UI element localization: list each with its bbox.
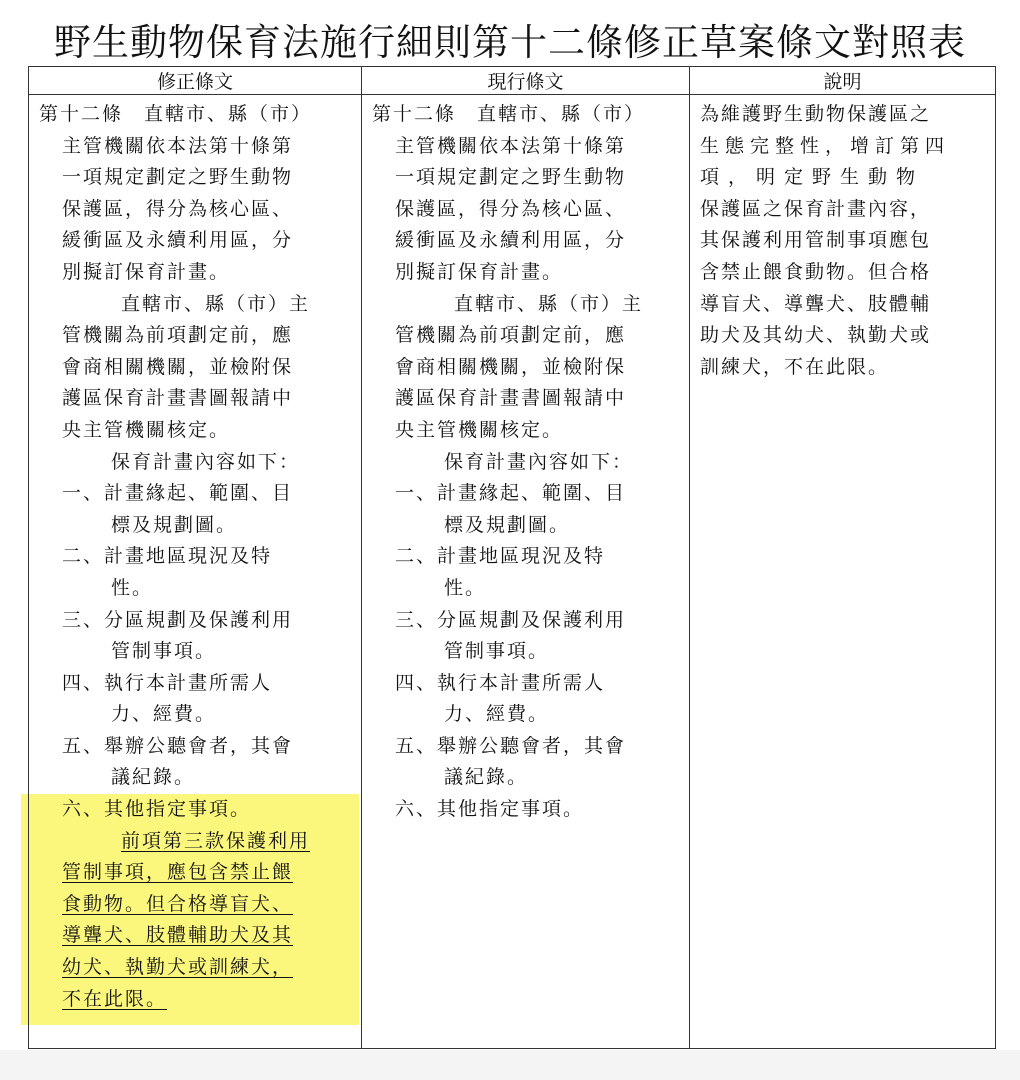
- amended-column: [29, 95, 362, 1049]
- explanation-line: 含禁止餵食動物。但合格: [700, 260, 932, 283]
- current-line: 標及規劃圖。: [444, 513, 571, 536]
- current-line: 六、其他指定事項。: [395, 798, 585, 821]
- page-bottom-edge: [0, 1050, 1020, 1080]
- current-line: 管機關為前項劃定前，應: [395, 324, 627, 347]
- explanation-line: 保護區之保育計畫內容，: [700, 197, 932, 220]
- amended-line: 管機關為前項劃定前，應: [62, 324, 294, 347]
- current-line: 主管機關依本法第十條第: [395, 134, 627, 157]
- amended-line: 緩衝區及永續利用區，分: [62, 229, 294, 252]
- current-line: 保護區，得分為核心區、: [395, 197, 627, 220]
- amended-line: 一項規定劃定之野生動物: [62, 166, 294, 189]
- header-current: 現行條文: [362, 67, 690, 95]
- amended-line: 四、執行本計畫所需人: [62, 671, 273, 694]
- header-amended: 修正條文: [29, 67, 362, 95]
- page-title: 野生動物保育法施行細則第十二條修正草案條文對照表: [54, 21, 966, 64]
- current-line: 會商相關機關，並檢附保: [395, 355, 627, 378]
- header-row: [29, 67, 996, 95]
- amended-line: 直轄市、縣（市）主: [121, 292, 311, 315]
- current-line: 別擬訂保育計畫。: [395, 260, 564, 283]
- amended-line: 三、分區規劃及保護利用: [62, 608, 294, 631]
- explanation-line: 項，明定野生動物: [700, 166, 925, 189]
- amended-line: 別擬訂保育計畫。: [62, 260, 231, 283]
- amended-line: 會商相關機關，並檢附保: [62, 355, 294, 378]
- highlighted-amendment: [21, 794, 359, 1025]
- current-line: 二、計畫地區現況及特: [395, 545, 606, 568]
- amended-line: 標及規劃圖。: [111, 513, 238, 536]
- amended-line: 一、計畫緣起、範圍、目: [62, 482, 294, 505]
- explanation-line: 為維護野生動物保護區之: [700, 103, 932, 125]
- amended-new-text: 不在此限。: [62, 987, 168, 1010]
- current-line: 一、計畫緣起、範圍、目: [395, 482, 627, 505]
- amended-line: 議紀錄。: [111, 766, 196, 789]
- amended-line: 六、其他指定事項。: [62, 798, 252, 821]
- explanation-line: 訓練犬，不在此限。: [700, 355, 890, 378]
- current-line: 緩衝區及永續利用區，分: [395, 229, 627, 252]
- amended-line: 護區保育計畫書圖報請中: [62, 387, 294, 410]
- current-line: 管制事項。: [444, 640, 550, 663]
- header-explanation: 說明: [690, 67, 996, 95]
- amended-new-text: 管制事項，應包含禁止餵: [62, 861, 294, 884]
- amended-line: 主管機關依本法第十條第: [62, 134, 294, 157]
- amended-line: 央主管機關核定。: [62, 418, 231, 441]
- amended-new-text: 食動物。但合格導盲犬、: [62, 892, 294, 915]
- amended-line: 性。: [111, 576, 154, 599]
- explanation-line: 其保護利用管制事項應包: [700, 229, 932, 252]
- explanation-line: 助犬及其幼犬、執勤犬或: [700, 324, 932, 347]
- explanation-line: 生態完整性，增訂第四: [700, 134, 951, 157]
- amended-new-text: 幼犬、執勤犬或訓練犬，: [62, 956, 294, 979]
- amended-line: 第十二條 直轄市、縣（市）: [39, 103, 313, 125]
- current-line: 三、分區規劃及保護利用: [395, 608, 627, 631]
- amended-line: 保育計畫內容如下：: [111, 450, 301, 473]
- amended-line: 管制事項。: [111, 640, 217, 663]
- current-line: 力、經費。: [444, 703, 550, 726]
- current-line: 性。: [444, 576, 487, 599]
- amended-line: 二、計畫地區現況及特: [62, 545, 273, 568]
- amended-line: 五、舉辦公聽會者，其會: [62, 734, 294, 757]
- current-line: 五、舉辦公聽會者，其會: [395, 734, 627, 757]
- current-line: 護區保育計畫書圖報請中: [395, 387, 627, 410]
- current-line: 第十二條 直轄市、縣（市）: [372, 103, 646, 125]
- current-line: 一項規定劃定之野生動物: [395, 166, 627, 189]
- amended-new-text: 前項第三款保護利用: [121, 829, 311, 852]
- current-line: 議紀錄。: [444, 766, 529, 789]
- comparison-table: [28, 66, 996, 1049]
- content-row: [29, 95, 996, 1049]
- explanation-column: [690, 95, 996, 1049]
- amended-line: 保護區，得分為核心區、: [62, 197, 294, 220]
- amended-new-text: 導聾犬、肢體輔助犬及其: [62, 924, 294, 947]
- current-line: 四、執行本計畫所需人: [395, 671, 606, 694]
- explanation-line: 導盲犬、導聾犬、肢體輔: [700, 292, 932, 315]
- current-line: 央主管機關核定。: [395, 418, 564, 441]
- current-column: [362, 95, 690, 1049]
- current-line: 保育計畫內容如下：: [444, 450, 634, 473]
- current-line: 直轄市、縣（市）主: [454, 292, 644, 315]
- amended-line: 力、經費。: [111, 703, 217, 726]
